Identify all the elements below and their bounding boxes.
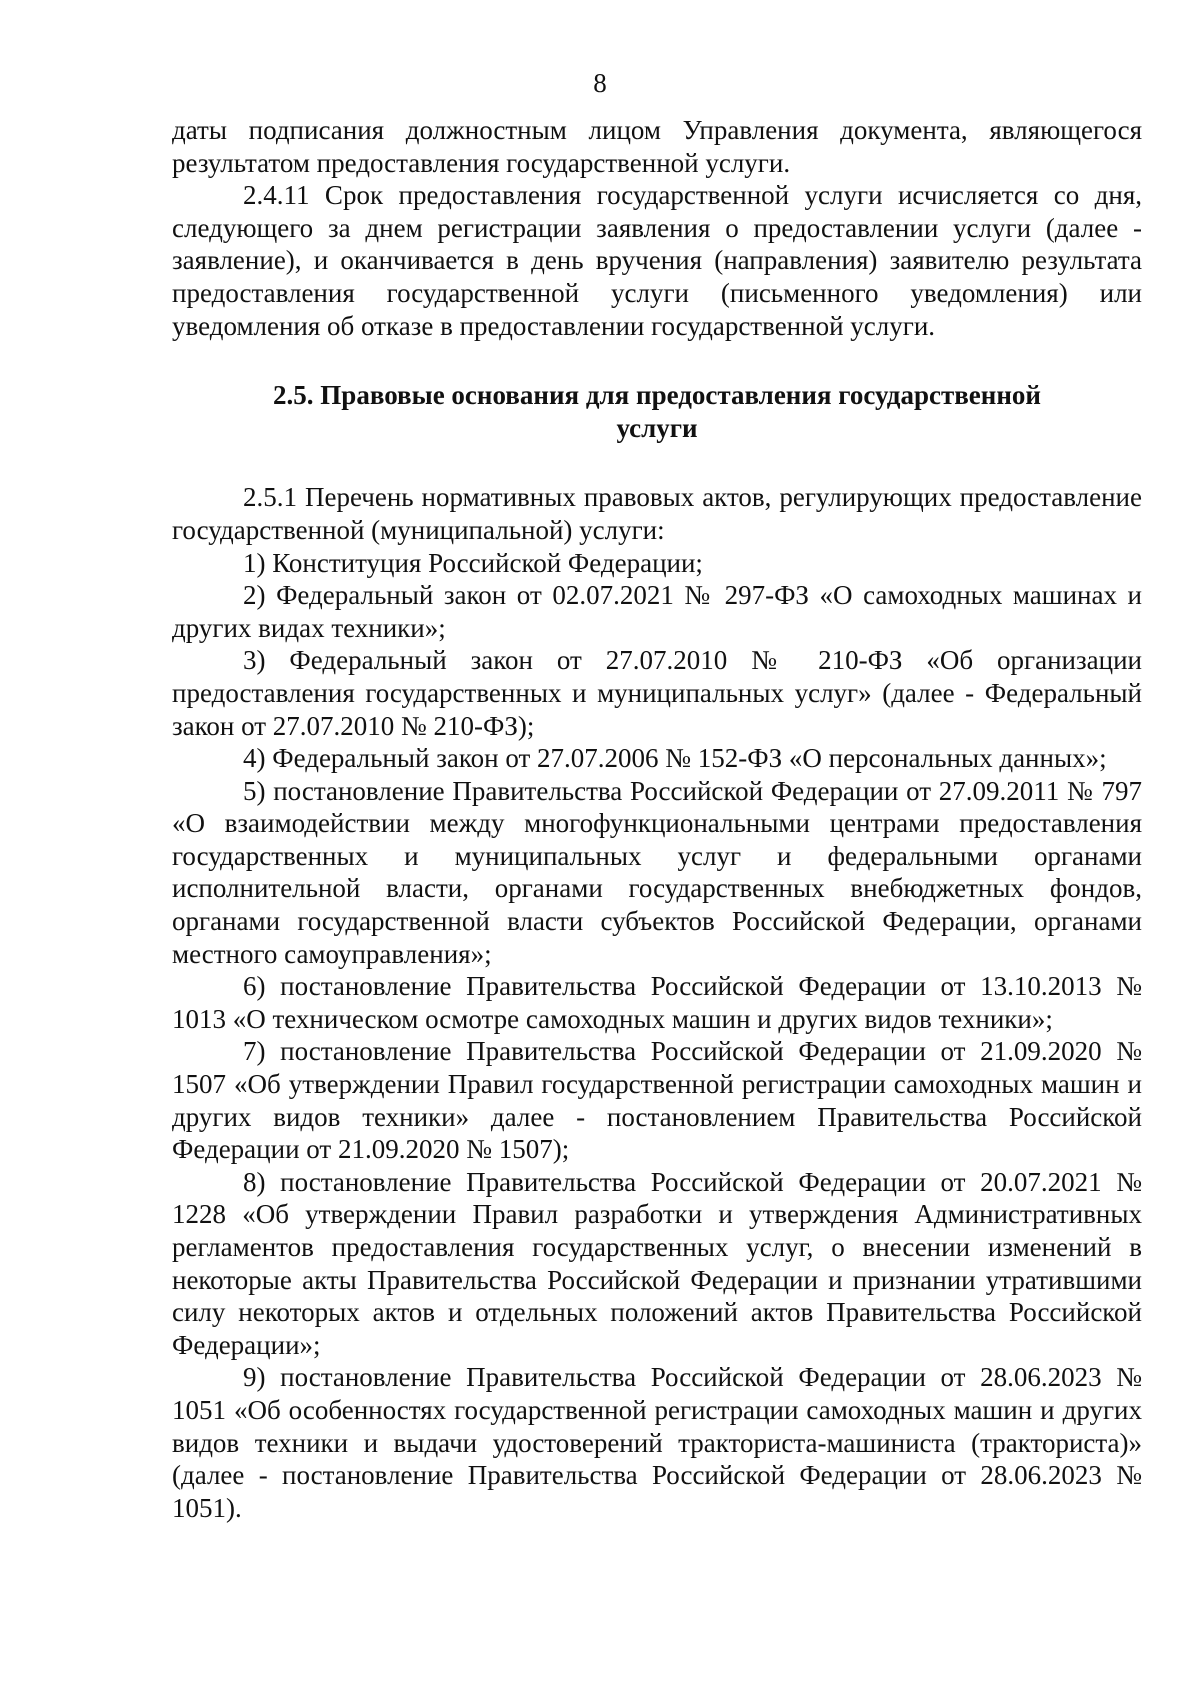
section-title: 2.5. Правовые основания для предоставления государственной услуги <box>273 380 1041 443</box>
paragraph-continuation: даты подписания должностным лицом Управления документа, являющегося результатом предоставления государственной услуги. <box>172 115 1142 178</box>
list-item-6: 6) постановление Правительства Российской Федерации от 13.10.2013 № 1013 «О техническом осмотре самоходных машин и других видов техники»; <box>172 971 1142 1034</box>
page-number: 8 <box>593 68 607 98</box>
list-item-4: 4) Федеральный закон от 27.07.2006 № 152-ФЗ «О персональных данных»; <box>243 743 1107 774</box>
document-body <box>172 114 1142 1524</box>
paragraph-2-5-1: 2.5.1 Перечень нормативных правовых актов, регулирующих предоставление государственной (муниципальной) услуги: <box>172 482 1142 545</box>
list-item-1: 1) Конституция Российской Федерации; <box>243 547 703 578</box>
list-item-3: 3) Федеральный закон от 27.07.2010 № 210-ФЗ «Об организации предоставления государственных и муниципальных услуг» (далее - Федеральный закон от 27.07.2010 № 210-ФЗ); <box>172 645 1142 741</box>
paragraph-2-4-11: 2.4.11 Срок предоставления государственной услуги исчисляется со дня, следующего за днем регистрации заявления о предоставлении услуги (далее - заявление), и оканчивается в день вручения (направления) заявителю результата предоставления государственной услуги (письменного уведомления) или уведомления об отказе в предоставлении государственной услуги. <box>172 180 1142 341</box>
list-item-2: 2) Федеральный закон от 02.07.2021 № 297-ФЗ «О самоходных машинах и других видах техники»; <box>172 580 1142 643</box>
list-item-5: 5) постановление Правительства Российской Федерации от 27.09.2011 № 797 «О взаимодействии между многофункциональными центрами предоставления государственных и муниципальных услуг и федеральными органами исполнительной власти, органами государственных внебюджетных фондов, органами государственной власти субъектов Российской Федерации, органами местного самоуправления»; <box>172 775 1142 969</box>
list-item-8: 8) постановление Правительства Российской Федерации от 20.07.2021 № 1228 «Об утверждении Правил разработки и утверждения Административных регламентов предоставления государственных услуг, о внесении изменений в некоторые акты Правительства Российской Федерации и признании утратившими силу некоторых актов и отдельных положений актов Правительства Российской Федерации»; <box>172 1166 1142 1360</box>
list-item-7: 7) постановление Правительства Российской Федерации от 21.09.2020 № 1507 «Об утверждении Правил государственной регистрации самоходных машин и других видов техники» далее - постановлением Правительства Российской Федерации от 21.09.2020 № 1507); <box>172 1036 1142 1165</box>
list-item-9: 9) постановление Правительства Российской Федерации от 28.06.2023 № 1051 «Об особенностях государственной регистрации самоходных машин и других видов техники и выдачи удостоверений тракториста-машиниста (тракториста)» (далее - постановление Правительства Российской Федерации от 28.06.2023 № 1051). <box>172 1362 1142 1523</box>
